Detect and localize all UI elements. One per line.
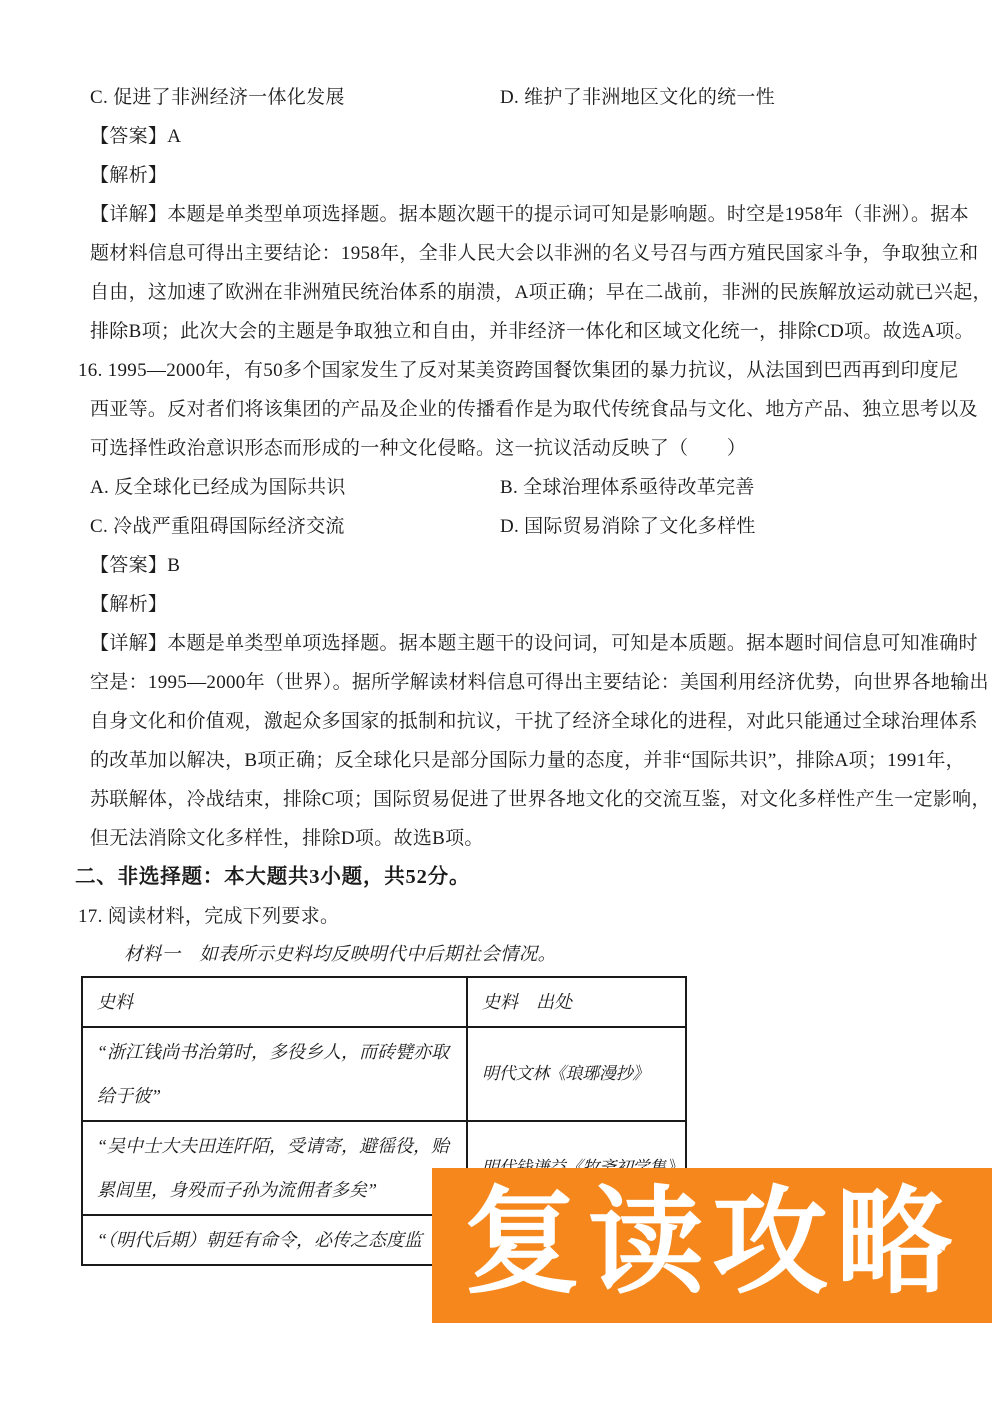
q15-detail-line: 自由，这加速了欧洲在非洲殖民统治体系的崩溃，A项正确；早在二战前，非洲的民族解放运动就已兴起， (90, 282, 992, 303)
watermark-text: 复读攻略 (464, 1176, 960, 1307)
q15-option-d: D. 维护了非洲地区文化的统一性 (500, 87, 776, 108)
material-caption: 材料一 如表所示史料均反映明代中后期社会情况。 (124, 945, 557, 965)
q16-option-d: D. 国际贸易消除了文化多样性 (500, 516, 756, 537)
q16-analysis-label: 【解析】 (90, 594, 168, 615)
q16-detail-line: 自身文化和价值观，激起众多国家的抵制和抗议，干扰了经济全球化的进程，对此只能通过全球治理体系 (90, 711, 978, 732)
table-header-source: 史料 (82, 977, 467, 1027)
q16-option-b: B. 全球治理体系亟待改革完善 (500, 477, 755, 498)
q16-detail-line: 【详解】本题是单类型单项选择题。据本题主题干的设问词，可知是本质题。据本题时间信息可知准确时 (90, 633, 978, 654)
q16-options-row-ab (90, 468, 922, 507)
q16-stem-line: 可选择性政治意识形态而形成的一种文化侵略。这一抗议活动反映了（ ） (90, 438, 747, 459)
q16-option-c: C. 冷战严重阻碍国际经济交流 (90, 516, 345, 537)
material-table-header-row (82, 977, 686, 1027)
page-content (75, 78, 992, 1266)
q15-detail-line: 【详解】本题是单类型单项选择题。据本题次题干的提示词可知是影响题。时空是1958年（非洲）。据本 (90, 204, 969, 225)
q15-options-row (90, 78, 922, 117)
q16-detail-line: 空是：1995—2000年（世界）。据所学解读材料信息可得出主要结论：美国利用经济优势，向世界各地输出 (90, 672, 989, 693)
q15-analysis-label: 【解析】 (90, 165, 168, 186)
q16-options-row-cd (90, 507, 922, 546)
table-cell-origin: 明代文林《琅琊漫抄》 (467, 1027, 686, 1121)
table-cell-source: “（明代后期）朝廷有命令，必传之态度监 (82, 1215, 467, 1265)
table-header-origin: 史料 出处 (467, 977, 686, 1027)
q16-detail-line: 但无法消除文化多样性，排除D项。故选B项。 (90, 828, 484, 849)
q15-detail-line: 题材料信息可得出主要结论：1958年，全非人民大会以非洲的名义号召与西方殖民国家斗争，争取独立和 (90, 243, 979, 264)
q16-answer: 【答案】B (90, 555, 181, 576)
q16-detail-line: 苏联解体，冷战结束，排除C项；国际贸易促进了世界各地文化的交流互鉴，对文化多样性产生一定影响， (90, 789, 991, 810)
q16-option-a: A. 反全球化已经成为国际共识 (90, 477, 346, 498)
q15-option-c: C. 促进了非洲经济一体化发展 (90, 87, 345, 108)
q16-stem-line: 16. 1995—2000年，有50多个国家发生了反对某美资跨国餐饮集团的暴力抗议，从法国到巴西再到印度尼 (78, 360, 959, 381)
table-cell-source: “浙江钱尚书治第时，多役乡人，而砖甓亦取给于彼” (82, 1027, 467, 1121)
section2-heading: 二、非选择题：本大题共3小题，共52分。 (75, 866, 471, 888)
q15-answer: 【答案】A (90, 126, 182, 147)
table-cell-source: “吴中士大夫田连阡陌，受请寄，避徭役，贻累闾里，身殁而子孙为流佣者多矣” (82, 1121, 467, 1215)
watermark-banner (432, 1168, 992, 1323)
q17-intro: 17. 阅读材料，完成下列要求。 (78, 906, 340, 927)
table-row (82, 1027, 686, 1121)
q15-detail-line: 排除B项；此次大会的主题是争取独立和自由，并非经济一体化和区域文化统一，排除CD项。故选A项。 (90, 321, 974, 342)
q16-stem-line: 西亚等。反对者们将该集团的产品及企业的传播看作是为取代传统食品与文化、地方产品、独立思考以及 (90, 399, 978, 420)
q16-detail-line: 的改革加以解决，B项正确；反全球化只是部分国际力量的态度，并非“国际共识”，排除A项；1991年， (90, 750, 965, 771)
